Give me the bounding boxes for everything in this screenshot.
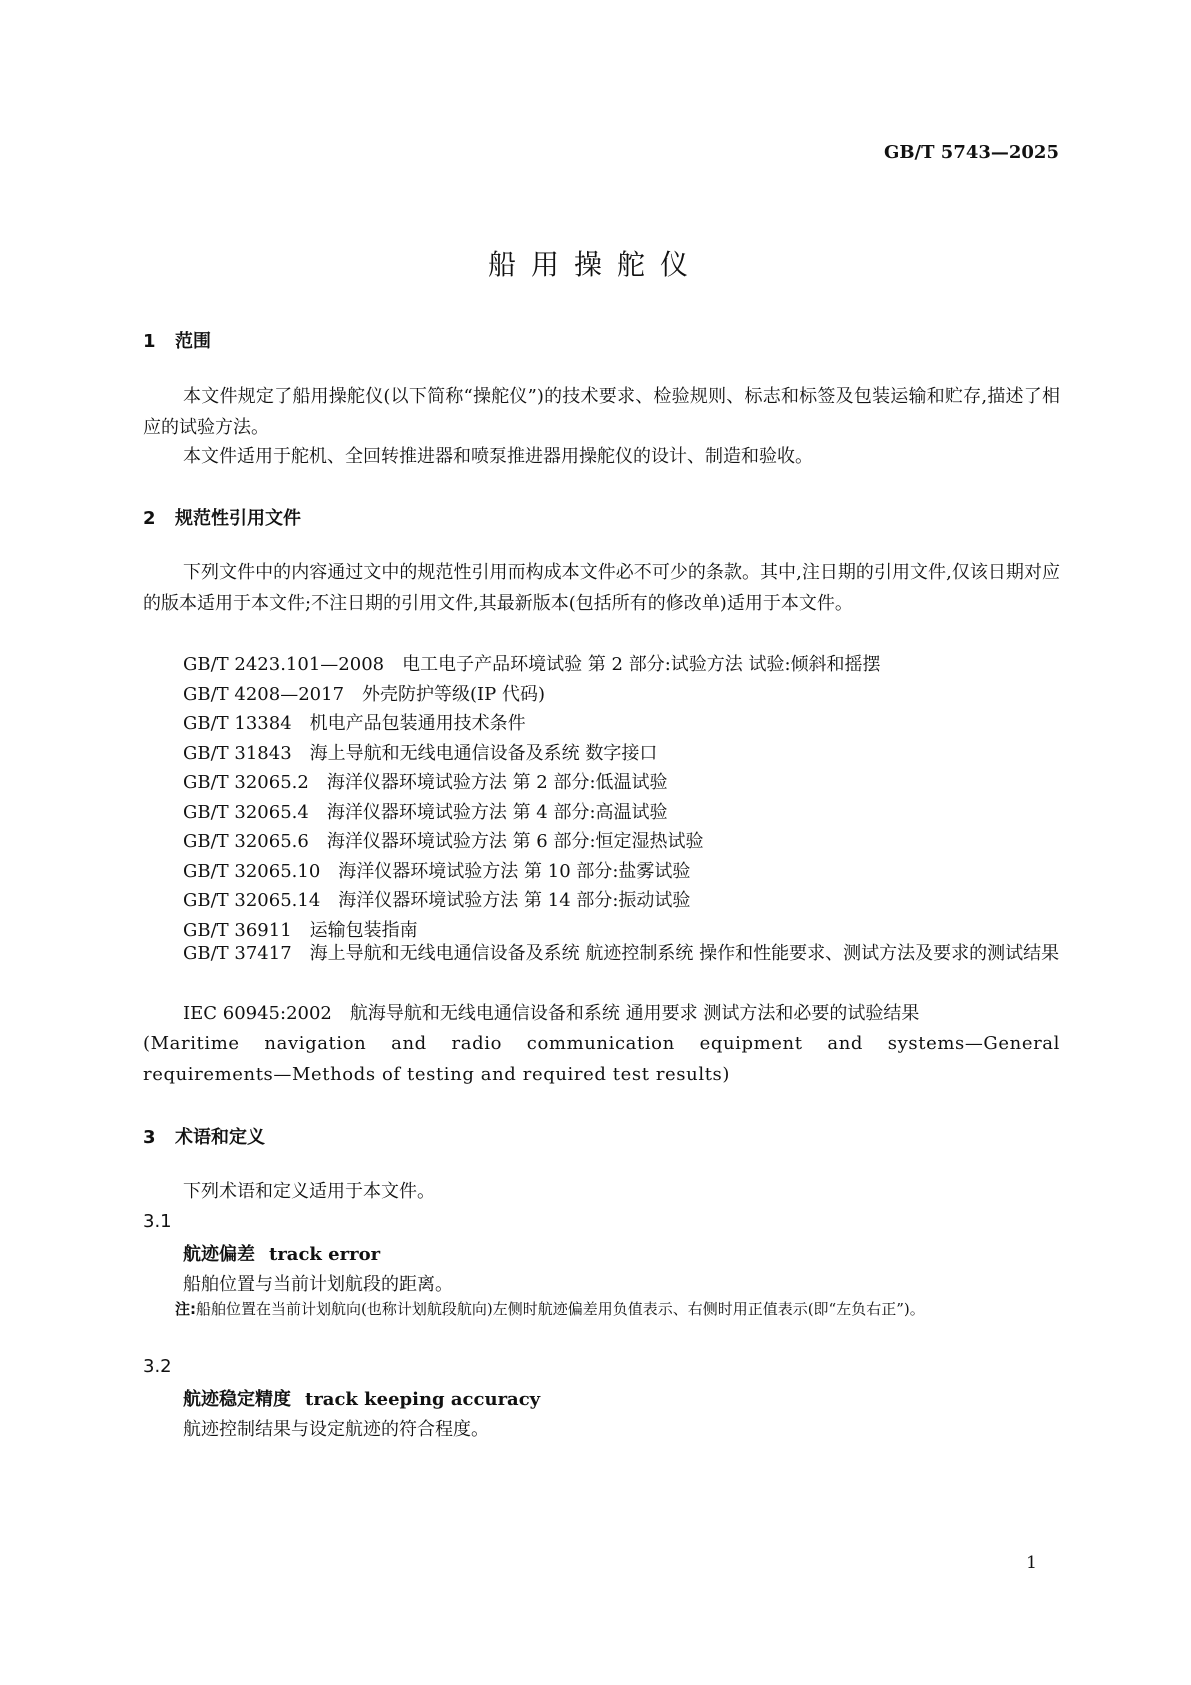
section-number: 2 bbox=[143, 508, 156, 529]
section-title: 规范性引用文件 bbox=[175, 508, 301, 529]
term-note bbox=[175, 1295, 1096, 1324]
paragraph: 本文件规定了船用操舵仪(以下简称“操舵仪”)的技术要求、检验规则、标志和标签及包装运输和贮存,描述了相应的试验方法。 bbox=[143, 386, 1060, 438]
paragraph: 下列术语和定义适用于本文件。 bbox=[183, 1181, 435, 1202]
reference-title: 外壳防护等级(IP 代码) bbox=[362, 684, 546, 705]
reference-item bbox=[183, 739, 657, 765]
reference-title: 运输包装指南 bbox=[309, 920, 418, 941]
term-number: 3.2 bbox=[143, 1356, 172, 1377]
term-chinese: 航迹偏差 bbox=[183, 1244, 255, 1265]
reference-code: GB/T 32065.14 bbox=[183, 890, 321, 911]
reference-item bbox=[143, 938, 1060, 969]
term-definition: 船舶位置与当前计划航段的距离。 bbox=[183, 1274, 453, 1295]
reference-code: GB/T 32065.6 bbox=[183, 831, 309, 852]
term-english: track keeping accuracy bbox=[305, 1389, 541, 1410]
reference-code: GB/T 32065.10 bbox=[183, 861, 321, 882]
reference-code: GB/T 13384 bbox=[183, 713, 292, 734]
reference-code: IEC 60945:2002 bbox=[183, 1003, 332, 1024]
paragraph: 下列文件中的内容通过文中的规范性引用而构成本文件必不可少的条款。其中,注日期的引用文件,仅该日期对应的版本适用于本文件;不注日期的引用文件,其最新版本(包括所有的修改单)适用于本文件。 bbox=[143, 562, 1060, 614]
section-heading-1 bbox=[143, 327, 211, 353]
reference-title: 海上导航和无线电通信设备及系统 数字接口 bbox=[309, 743, 658, 764]
section-heading-2 bbox=[143, 504, 301, 530]
reference-item bbox=[183, 768, 668, 794]
reference-title: 电工电子产品环境试验 第 2 部分:试验方法 试验:倾斜和摇摆 bbox=[402, 654, 881, 675]
reference-code: GB/T 2423.101—2008 bbox=[183, 654, 385, 675]
section-title: 术语和定义 bbox=[175, 1127, 265, 1148]
reference-title: 海洋仪器环境试验方法 第 4 部分:高温试验 bbox=[326, 802, 668, 823]
reference-item bbox=[183, 709, 526, 735]
term-entry bbox=[183, 1385, 540, 1411]
reference-item bbox=[183, 886, 690, 912]
reference-title: 海洋仪器环境试验方法 第 14 部分:振动试验 bbox=[338, 890, 691, 911]
reference-code: GB/T 31843 bbox=[183, 743, 292, 764]
section-number: 3 bbox=[143, 1127, 156, 1148]
section-title: 范围 bbox=[175, 331, 211, 352]
term-chinese: 航迹稳定精度 bbox=[183, 1389, 291, 1410]
reference-title: 机电产品包装通用技术条件 bbox=[309, 713, 526, 734]
section-number: 1 bbox=[143, 331, 156, 352]
reference-item bbox=[183, 798, 668, 824]
term-definition: 航迹控制结果与设定航迹的符合程度。 bbox=[183, 1419, 489, 1440]
standard-code: GB/T 5743—2025 bbox=[883, 142, 1059, 163]
reference-item bbox=[183, 827, 704, 853]
term-number: 3.1 bbox=[143, 1211, 172, 1232]
reference-item bbox=[183, 650, 881, 676]
term-english: track error bbox=[269, 1244, 381, 1265]
reference-title: 海上导航和无线电通信设备及系统 航迹控制系统 操作和性能要求、测试方法及要求的测试结果 bbox=[309, 943, 1060, 964]
document-title: 船用操舵仪 bbox=[487, 248, 703, 281]
paragraph: 本文件适用于舵机、全回转推进器和喷泵推进器用操舵仪的设计、制造和验收。 bbox=[183, 446, 813, 467]
page-number: 1 bbox=[1026, 1553, 1037, 1573]
reference-item bbox=[143, 998, 1060, 1029]
reference-code: GB/T 32065.4 bbox=[183, 802, 309, 823]
reference-english-title: (Maritime navigation and radio communication equipment and systems—General requirements—Methods of testing and required test results) bbox=[143, 1033, 1060, 1085]
section-heading-3 bbox=[143, 1123, 265, 1149]
reference-item bbox=[183, 857, 690, 883]
reference-code: GB/T 4208—2017 bbox=[183, 684, 345, 705]
reference-title: 海洋仪器环境试验方法 第 10 部分:盐雾试验 bbox=[338, 861, 691, 882]
reference-title: 航海导航和无线电通信设备和系统 通用要求 测试方法和必要的试验结果 bbox=[349, 1003, 920, 1024]
note-label: 注: bbox=[175, 1300, 196, 1318]
reference-title: 海洋仪器环境试验方法 第 2 部分:低温试验 bbox=[326, 772, 668, 793]
reference-code: GB/T 37417 bbox=[183, 943, 292, 964]
reference-title: 海洋仪器环境试验方法 第 6 部分:恒定湿热试验 bbox=[326, 831, 704, 852]
reference-code: GB/T 36911 bbox=[183, 920, 292, 941]
reference-code: GB/T 32065.2 bbox=[183, 772, 309, 793]
note-text: 船舶位置在当前计划航向(也称计划航段航向)左侧时航迹偏差用负值表示、右侧时用正值表示(即“左负右正”)。 bbox=[196, 1300, 925, 1318]
reference-item bbox=[183, 680, 545, 706]
term-entry bbox=[183, 1240, 380, 1266]
